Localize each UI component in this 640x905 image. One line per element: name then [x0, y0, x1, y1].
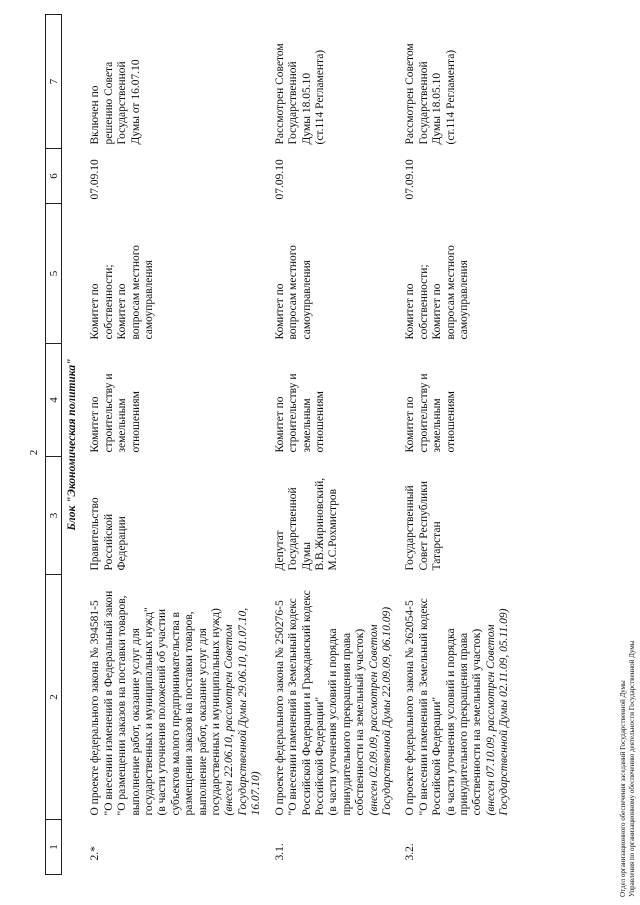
bill-text-line: О проекте федерального закона № 394581-5 — [89, 600, 102, 816]
bill-text-line: собственности на земельный участок) — [354, 628, 367, 816]
initiator-line: Государственный — [404, 485, 417, 571]
bill-text-line: выполнение работ, оказание услуг для — [129, 628, 142, 816]
status-note — [85, 15, 269, 149]
co-committee-line: самоуправления — [143, 260, 156, 340]
committee-line: отношениям — [129, 391, 142, 453]
status-line: решению Совета — [102, 61, 115, 145]
bill-text-line: "О размещении заказов на поставки товаров, — [116, 595, 129, 816]
co-committee-line: Комитет по — [431, 283, 444, 340]
agenda-table-wrapper — [45, 15, 518, 875]
consideration-date: 07.09.10 — [273, 159, 286, 200]
co-committee-line: собственности; — [102, 264, 115, 340]
bill-note-line: Государственной Думы 02.11.09, 05.11.09) — [498, 608, 511, 816]
co-committee-line: вопросам местного — [129, 245, 142, 340]
status-line: Государственной — [287, 61, 300, 145]
page-number: 2 — [28, 449, 40, 456]
status-line: Государственной — [417, 61, 430, 145]
bill-note-line: Государственной Думы 22.09.09, 06.10.09) — [380, 606, 393, 816]
bill-text-line: О проекте федерального закона № 250276-5 — [273, 600, 286, 816]
committee-line: строительству и — [102, 373, 115, 453]
bill-text-line: О проекте федерального закона № 262054-5 — [404, 600, 417, 816]
committee-line: Комитет по — [89, 396, 102, 453]
bill-text-line: субъектов малого предпринимательства в — [169, 612, 182, 816]
consideration-date: 07.09.10 — [89, 159, 102, 200]
status-line: (ст.114 Регламента) — [444, 49, 457, 145]
status-line: Думы от 16.07.10 — [129, 59, 142, 145]
footer — [619, 641, 636, 897]
consideration-date: 07.09.10 — [404, 159, 417, 200]
agenda-table — [45, 14, 518, 875]
initiator-line: М.С.Рохмистров — [327, 488, 340, 571]
bill-text-line: (в части уточнения условий и порядка — [327, 628, 340, 816]
committee-line: Комитет по — [404, 396, 417, 453]
committee-line: земельным — [431, 398, 444, 453]
status-line: Думы 18.05.10 — [300, 72, 313, 145]
bill-text-line: Российской Федерации и Гражданский кодекс — [300, 590, 313, 816]
bill-description — [85, 575, 269, 820]
status-line: Государственной — [116, 61, 129, 145]
status-line: Думы 18.05.10 — [431, 72, 444, 145]
initiator — [85, 457, 269, 575]
column-header: 2 — [46, 575, 62, 820]
column-header: 6 — [46, 149, 62, 204]
responsible-committee — [400, 344, 517, 457]
committee-line: Комитет по — [273, 396, 286, 453]
initiator-line: В.В.Жириновский, — [313, 477, 326, 571]
co-committee-line: Комитет по — [89, 283, 102, 340]
status-line: Рассмотрен Советом — [273, 43, 286, 145]
bill-text-line: "О внесении изменений в Земельный кодекс — [417, 598, 430, 816]
co-committee-line: самоуправления — [457, 260, 470, 340]
committee-line: строительству и — [287, 373, 300, 453]
bill-note-line: (внесен 22.06.10, рассмотрен Советом — [223, 624, 236, 816]
co-committee-line: самоуправления — [300, 260, 313, 340]
status-line: Включен по — [89, 85, 102, 145]
bill-text-line: выполнение работ, оказание услуг для — [196, 628, 209, 816]
committee-line: строительству и — [417, 373, 430, 453]
bill-text-line: (в части уточнения положений об участии — [156, 608, 169, 816]
section-title: Блок "Экономическая политика" — [66, 358, 78, 531]
committee-line: отношениям — [313, 391, 326, 453]
committee-line: земельным — [116, 398, 129, 453]
agenda-row — [85, 15, 269, 875]
item-number: 3.1. — [273, 843, 286, 861]
bill-note-line: Государственной Думы 29.06.10, 01.07.10, — [236, 607, 249, 816]
bill-text-line: собственности на земельный участок) — [471, 628, 484, 816]
status-note — [270, 15, 401, 149]
agenda-row — [270, 15, 401, 875]
co-executor-committees — [270, 204, 401, 344]
co-committee-line: Комитет по — [116, 283, 129, 340]
status-line: Рассмотрен Советом — [404, 43, 417, 145]
committee-line: отношениям — [444, 391, 457, 453]
initiator-line: Совет Республики — [417, 481, 430, 571]
item-number: 2.* — [89, 846, 102, 861]
status-note — [400, 15, 517, 149]
item-number: 3.2. — [404, 843, 417, 861]
footer-line: Отдел организационного обеспечения заседаний Государственной Думы — [619, 680, 627, 897]
bill-text-line: государственных и муниципальных нужд) — [210, 608, 223, 816]
co-committee-line: Комитет по — [273, 283, 286, 340]
bill-note-line: (внесен 02.09.09, рассмотрен Советом — [367, 624, 380, 816]
bill-note-line: 16.07.10) — [250, 771, 263, 816]
committee-line: земельным — [300, 398, 313, 453]
responsible-committee — [270, 344, 401, 457]
status-line: (ст.114 Регламента) — [313, 49, 326, 145]
bill-text-line: "О внесении изменений в Федеральный закон — [102, 590, 115, 816]
bill-description — [400, 575, 517, 820]
column-header: 3 — [46, 457, 62, 575]
initiator-line: Федерации — [116, 516, 129, 571]
column-header-row — [46, 15, 62, 875]
initiator-line: Правительство — [89, 497, 102, 571]
column-header: 1 — [46, 820, 62, 875]
column-header: 4 — [46, 344, 62, 457]
co-executor-committees — [400, 204, 517, 344]
bill-description — [270, 575, 401, 820]
initiator-line: Думы — [300, 542, 313, 571]
bill-text-line: Российской Федерации" — [431, 696, 444, 816]
bill-note-line: (внесен 07.10.09, рассмотрен Советом — [484, 624, 497, 816]
initiator — [270, 457, 401, 575]
bill-text-line: Российской Федерации" — [313, 696, 326, 816]
co-committee-line: вопросам местного — [444, 245, 457, 340]
initiator-line: Татарстан — [431, 521, 444, 571]
co-executor-committees — [85, 204, 269, 344]
initiator-line: Депутат — [273, 530, 286, 571]
responsible-committee — [85, 344, 269, 457]
bill-text-line: (в части уточнения условий и порядка — [444, 628, 457, 816]
bill-text-line: размещении заказов на поставки товаров, — [183, 611, 196, 816]
agenda-row — [400, 15, 517, 875]
footer-line: Управления по организационному обеспечению деятельности Государственной Думы — [627, 640, 636, 897]
initiator-line: Российской — [102, 513, 115, 571]
co-committee-line: вопросам местного — [287, 245, 300, 340]
bill-text-line: государственных и муниципальных нужд" — [143, 607, 156, 816]
column-header: 7 — [46, 15, 62, 149]
co-committee-line: Комитет по — [404, 283, 417, 340]
bill-text-line: принудительного прекращения права — [457, 632, 470, 816]
section-row — [62, 15, 86, 875]
initiator — [400, 457, 517, 575]
bill-text-line: "О внесении изменений в Земельный кодекс — [287, 598, 300, 816]
initiator-line: Государственной — [287, 487, 300, 571]
column-header: 5 — [46, 204, 62, 344]
co-committee-line: собственности; — [417, 264, 430, 340]
bill-text-line: принудительного прекращения права — [340, 632, 353, 816]
